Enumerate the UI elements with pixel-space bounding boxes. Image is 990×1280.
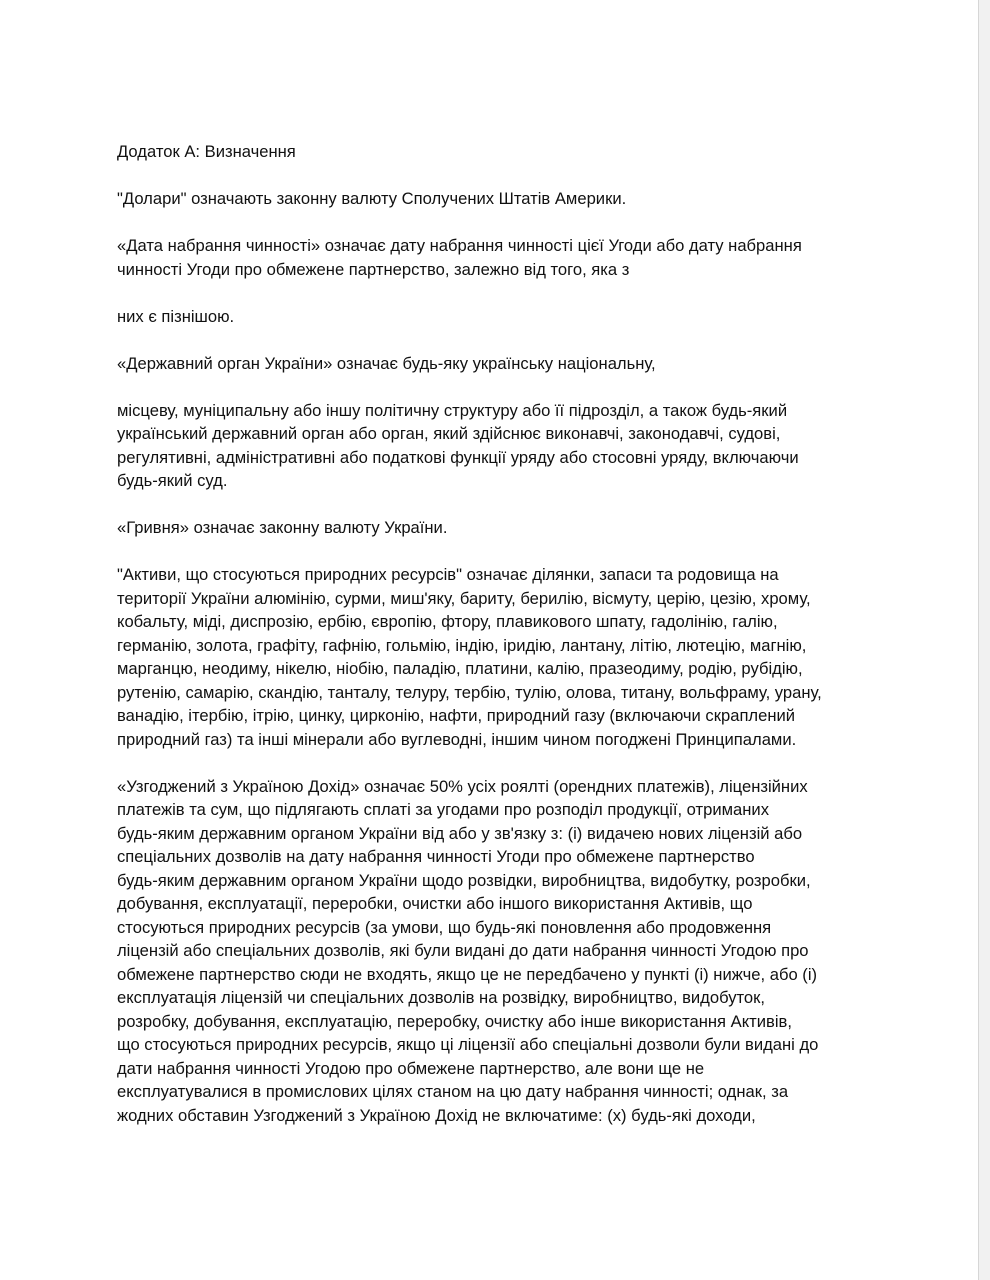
page-heading: Додаток А: Визначення [117,142,296,161]
effective-date-definition [117,234,877,281]
agreed-income-definition [117,775,877,1128]
text-line: місцеву, муніципальну або іншу політичну структуру або її підрозділ, а також будь-який [117,400,788,420]
page-edge [978,0,990,1280]
text-line: що стосуються природних ресурсів, якщо ці ліцензії або спеціальні дозволи були видані до [117,1035,819,1054]
text-line: український державний орган або орган, який здійснює виконавчі, законодавчі, судові, [117,424,781,443]
text-line: германію, золота, графіту, гафнію, гольмію, індію, іридію, лантану, літію, лютецію, магнію, [117,635,807,655]
text-line: обмежене партнерство сюди не входять, якщо це не передбачено у пункті (і) нижче, або (і) [117,964,818,984]
text-line: «Узгоджений з Україною Дохід» означає 50% усіх роялті (орендних платежів), ліцензійних [117,776,808,796]
text-line: території України алюмінію, сурми, миш'яку, бариту, берилію, вісмуту, церію, цезію, хрому, [117,588,811,608]
text-line: марганцю, неодиму, нікелю, ніобію, паладію, платини, калію, празеодиму, родію, рубідію, [117,659,803,678]
text-line: будь-який суд. [117,471,228,490]
state-body-intro: «Державний орган України» означає будь-яку українську національну, [117,353,656,373]
text-line: «Дата набрання чинності» означає дату набрання чинності цієї Угоди або дату набрання [117,236,802,255]
text-line: ванадію, ітербію, ітрію, цинку, цирконію, нафти, природний газу (включаючи скраплений [117,706,796,725]
text-line: чинності Угоди про обмежене партнерство, залежно від того, яка з [117,259,630,279]
natural-resources-definition [117,563,877,751]
text-line: ліцензій або спеціальних дозволів, які були видані до дати набрання чинності Угодою про [117,941,809,960]
state-body-definition [117,399,877,493]
text-line: платежів та сум, що підлягають сплаті за угодами про розподіл продукції, отриманих [117,800,769,819]
text-line: стосуються природних ресурсів (за умови, що будь-які поновлення або продовження [117,917,772,937]
text-line: жодних обставин Узгоджений з Україною Дохід не включатиме: (х) будь-які доходи, [117,1105,756,1125]
text-line: будь-яким державним органом України від або у зв'язку з: (і) видачею нових ліцензій або [117,823,803,843]
text-line: кобальту, міді, диспрозію, ербію, європію, фтору, плавикового шпату, гадолінію, галію, [117,612,778,631]
text-line: будь-яким державним органом України щодо розвідки, виробництва, видобутку, розробки, [117,870,811,890]
text-line: регулятивні, адміністративні або податкові функції уряду або стосовні уряду, включаючи [117,447,799,467]
dollars-definition: "Долари" означають законну валюту Сполучених Штатів Америки. [117,189,627,208]
text-line: розробку, добування, експлуатацію, переробку, очистку або інше використання Активів, [117,1011,792,1031]
hryvnia-definition: «Гривня» означає законну валюту України. [117,518,448,537]
text-line: спеціальних дозволів на дату набрання чинності Угоди про обмежене партнерство [117,847,755,866]
text-line: "Активи, що стосуються природних ресурсів" означає ділянки, запаси та родовища на [117,565,779,584]
document-body [117,140,877,1127]
text-line: рутенію, самарію, скандію, танталу, телуру, тербію, тулію, олова, титану, вольфраму, урану, [117,682,822,702]
text-line: природний газ) та інші мінерали або вуглеводні, іншим чином погоджені Принципалами. [117,729,797,749]
text-line: дати набрання чинності Угодою про обмежене партнерство, але вони ще не [117,1058,705,1078]
text-line: добування, експлуатації, переробки, очистки або іншого використання Активів, що [117,894,753,913]
effective-date-tail: них є пізнішою. [117,306,235,326]
text-line: експлуатувалися в промислових цілях станом на цю дату набрання чинності; однак, за [117,1082,789,1101]
text-line: експлуатація ліцензій чи спеціальних дозволів на розвідку, виробництво, видобуток, [117,988,766,1007]
